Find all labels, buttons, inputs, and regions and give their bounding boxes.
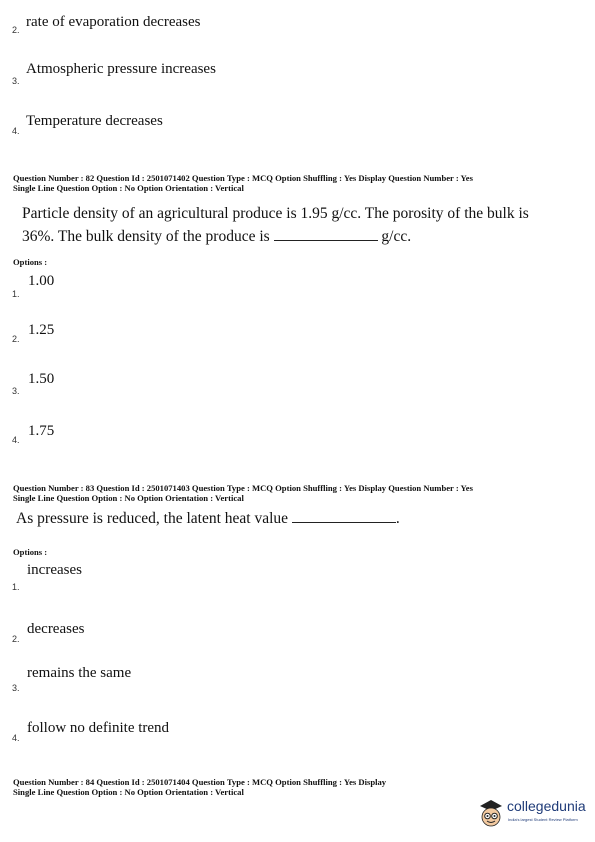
option-text: follow no definite trend: [27, 720, 170, 736]
question-meta: [13, 484, 473, 503]
option-number: 2.: [12, 634, 20, 644]
option-text: increases: [27, 562, 82, 578]
option-number: 4.: [12, 126, 20, 136]
stem-text: 36%. The bulk density of the produce is: [22, 228, 270, 245]
collegedunia-logo: [476, 795, 591, 831]
option-number: 3.: [12, 386, 20, 396]
question-stem-line: [22, 225, 529, 248]
question-meta-line: Single Line Question Option : No Option Orientation : Vertical: [13, 492, 244, 503]
question-stem: [16, 507, 400, 530]
question-meta-line: Single Line Question Option : No Option Orientation : Vertical: [13, 182, 244, 193]
question-meta-line: Question Number : 84 Question Id : 2501071404 Question Type : MCQ Option Shuffling : Yes Display: [13, 777, 387, 787]
options-label: Options :: [13, 257, 48, 267]
question-meta-line: Question Number : 82 Question Id : 2501071402 Question Type : MCQ Option Shuffling : Yes Display Question Number : Yes: [13, 173, 473, 183]
stem-text: As pressure is reduced, the latent heat value: [16, 510, 289, 527]
question-meta-line: Single Line Question Option : No Option Orientation : Vertical: [13, 786, 244, 797]
option-number: 3.: [12, 76, 20, 86]
question-stem-line: Particle density of an agricultural produce is 1.95 g/cc. The porosity of the bulk is: [22, 205, 529, 222]
option-text: rate of evaporation decreases: [26, 14, 201, 30]
option-number: 1.: [12, 289, 20, 299]
logo-tagline: India's largest Student Review Platform: [508, 817, 578, 822]
stem-text: g/cc.: [381, 228, 412, 245]
option-number: 4.: [12, 435, 20, 445]
question-stem: [22, 202, 529, 248]
option-text: decreases: [27, 621, 85, 637]
option-number: 3.: [12, 683, 20, 693]
question-meta-line: Question Number : 83 Question Id : 2501071403 Question Type : MCQ Option Shuffling : Yes Display Question Number : Yes: [13, 483, 473, 493]
option-text: Atmospheric pressure increases: [26, 61, 216, 77]
option-text: 1.75: [28, 423, 55, 439]
stem-text: .: [395, 510, 400, 527]
option-number: 1.: [12, 582, 20, 592]
question-meta: [13, 778, 386, 797]
answer-blank: [274, 228, 378, 241]
answer-blank: [292, 510, 396, 523]
mascot-icon: [476, 796, 506, 830]
option-text: remains the same: [27, 665, 132, 681]
option-text: 1.25: [28, 322, 55, 338]
option-number: 2.: [12, 334, 20, 344]
logo-wordmark: collegedunia: [507, 798, 586, 814]
question-meta: [13, 174, 473, 193]
options-label: Options :: [13, 547, 48, 557]
option-number: 2.: [12, 25, 20, 35]
option-text: 1.50: [28, 371, 55, 387]
option-number: 4.: [12, 733, 20, 743]
option-text: Temperature decreases: [26, 113, 163, 129]
option-text: 1.00: [28, 273, 55, 289]
